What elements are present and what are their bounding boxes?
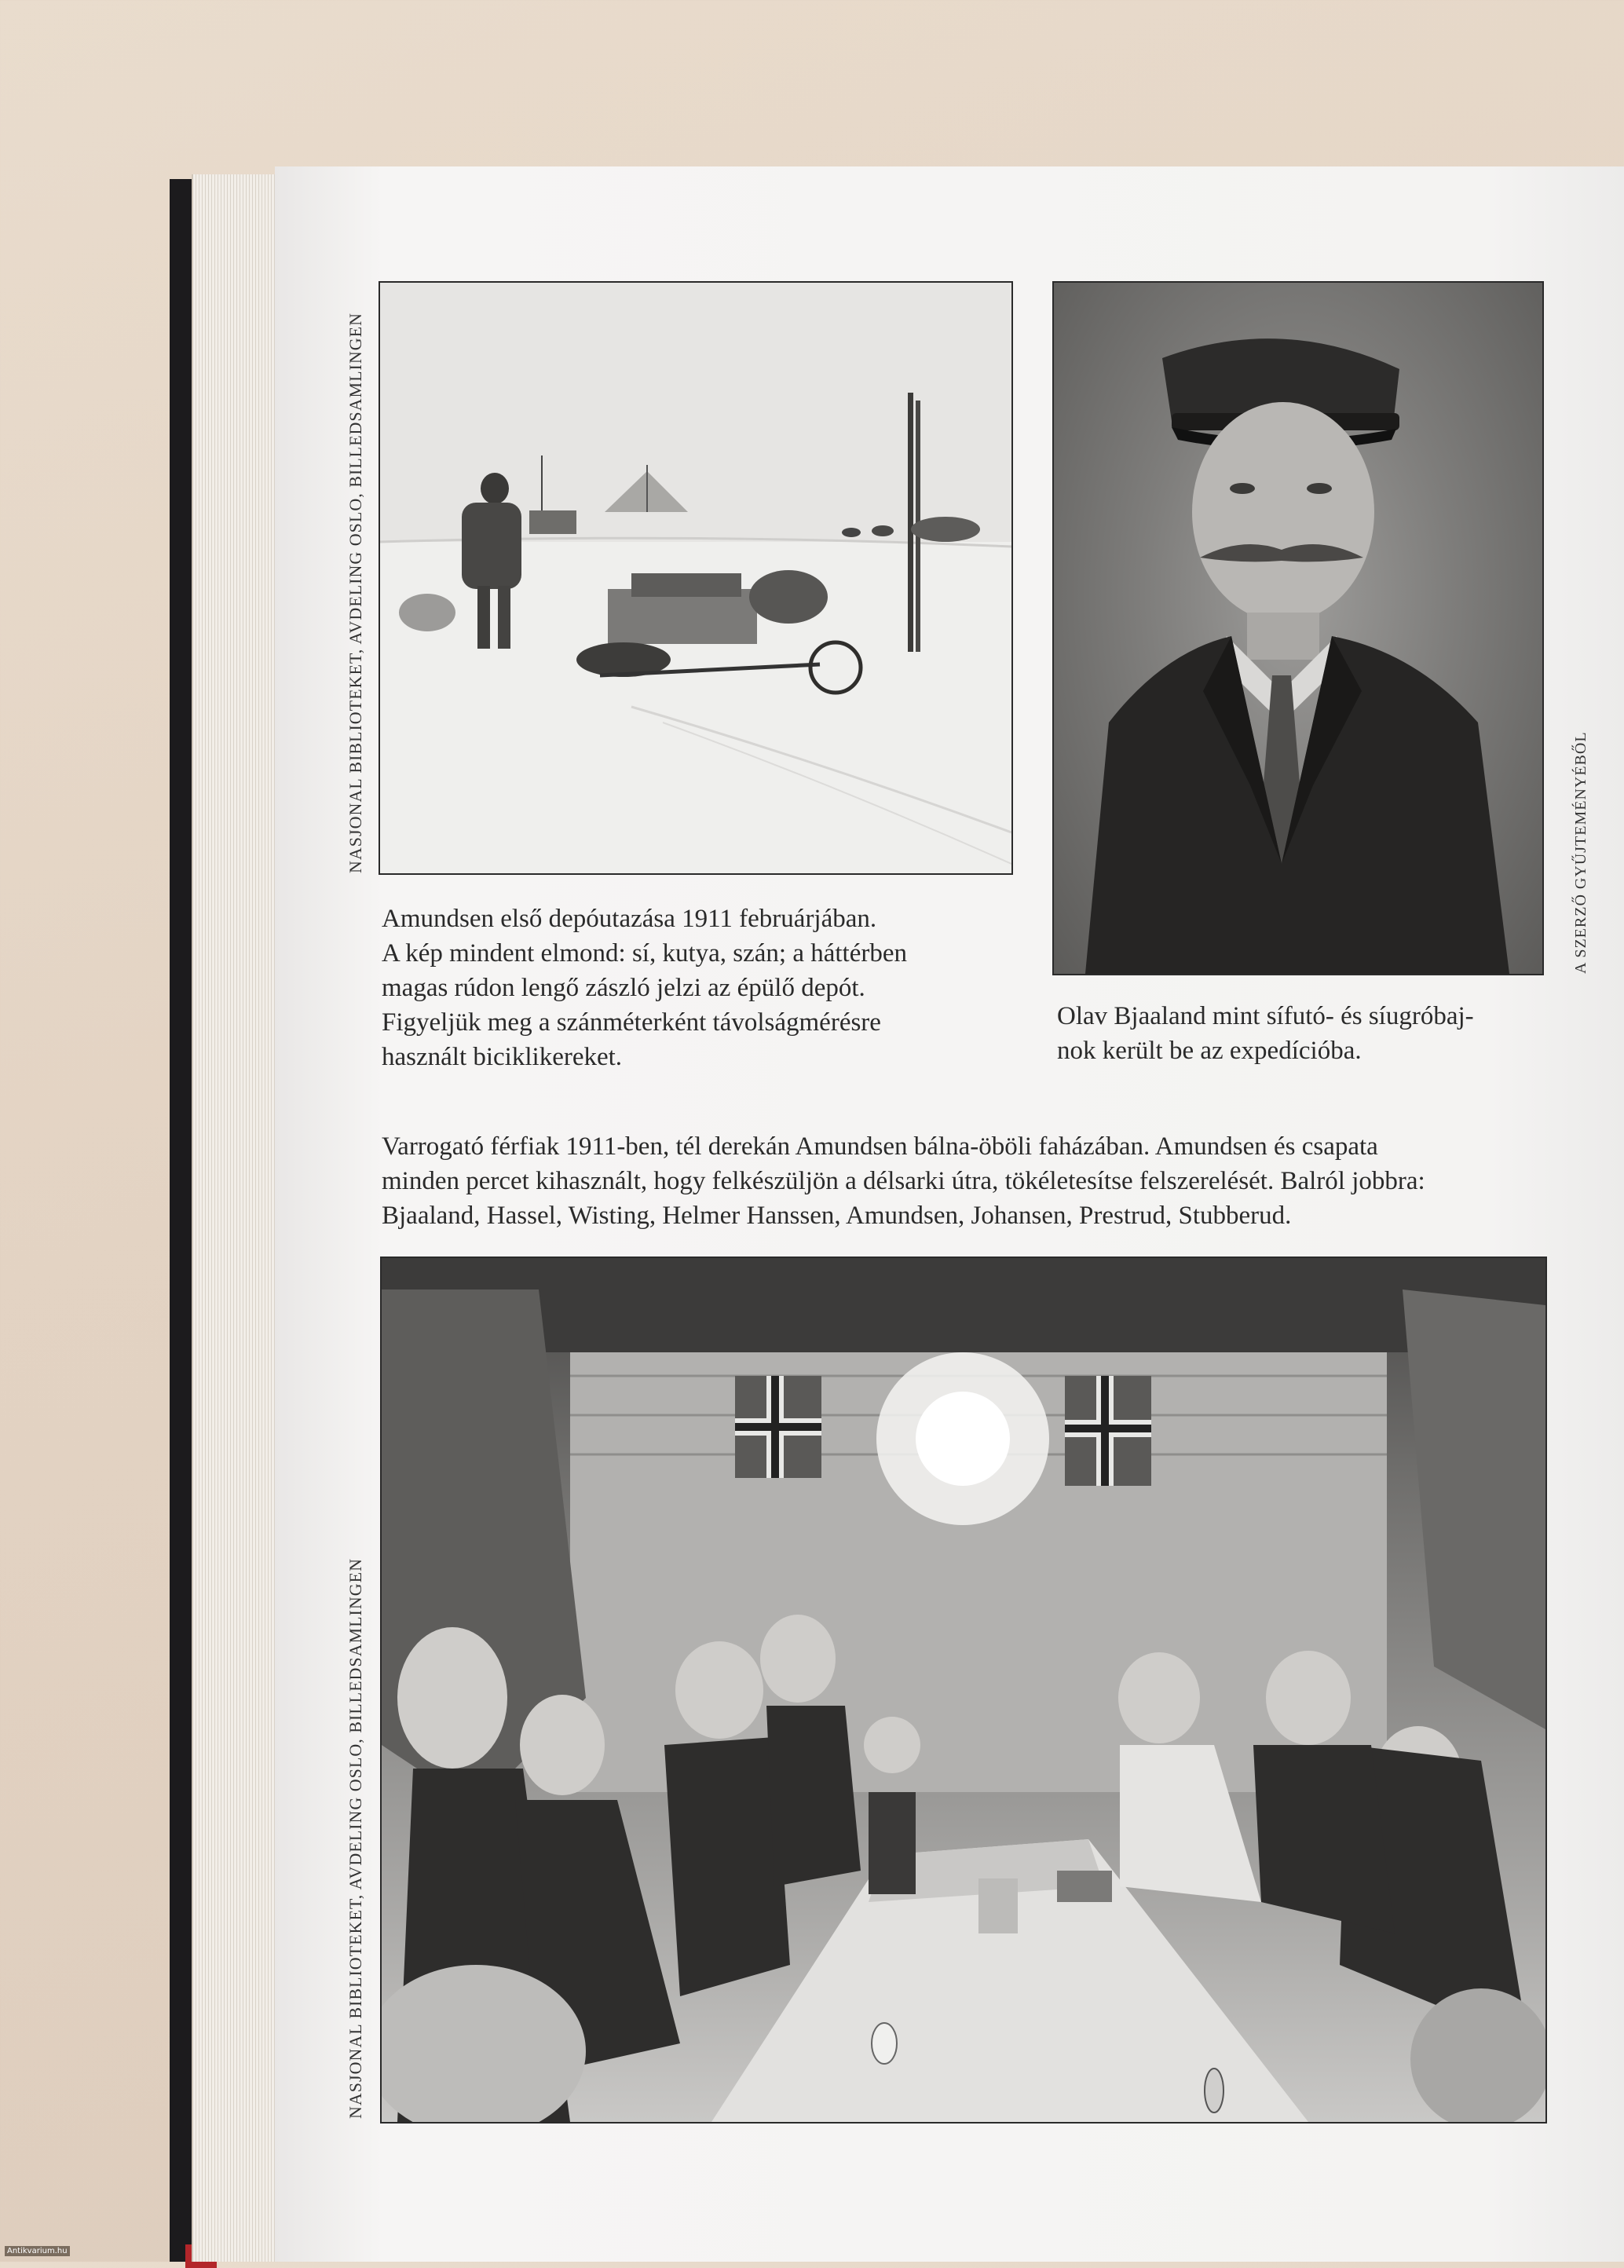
watermark: Antikvarium.hu <box>5 2246 70 2256</box>
caption-line: Bjaaland, Hassel, Wisting, Helmer Hanssen, Amundsen, Johansen, Prestrud, Stubberud. <box>382 1202 1292 1230</box>
caption-line: használt biciklikereket. <box>382 1043 623 1071</box>
photo-portrait-bjaaland <box>1052 281 1544 975</box>
caption-line: minden percet kihasznált, hogy felkészüljön a délsarki útra, tökéletesítse felszerelését. Balról jobbra: <box>382 1167 1425 1195</box>
sledge-scene <box>380 283 1011 873</box>
photo-credit-bottom: NASJONAL BIBLIOTEKET, AVDELING OSLO, BILLEDSAMLINGEN <box>346 1558 365 2119</box>
caption-line: nok került be az expedícióba. <box>1057 1037 1362 1065</box>
caption-line: A kép mindent elmond: sí, kutya, szán; a háttérben <box>382 939 908 968</box>
photo-credit-right: A SZERZŐ GYŰJTEMÉNYÉBŐL <box>1572 731 1589 974</box>
caption-hut-interior <box>382 1129 1544 1233</box>
caption-line: Figyeljük meg a szánméterként távolságmérésre <box>382 1008 881 1037</box>
caption-portrait <box>1057 999 1544 1068</box>
caption-line: Amundsen első depóutazása 1911 februárjában. <box>382 905 877 933</box>
caption-line: Varrogató férfiak 1911-ben, tél derekán Amundsen bálna-öböli faházában. Amundsen és csapata <box>382 1132 1378 1161</box>
hut-scene <box>382 1258 1545 2122</box>
caption-line: magas rúdon lengő zászló jelzi az épülő depót. <box>382 974 865 1002</box>
caption-line: Olav Bjaaland mint sífutó- és síugróbaj- <box>1057 1002 1474 1030</box>
photo-sledge-depot <box>379 281 1013 875</box>
photo-credit-top: NASJONAL BIBLIOTEKET, AVDELING OSLO, BILLEDSAMLINGEN <box>346 313 365 873</box>
caption-sledge-depot <box>382 902 1010 1074</box>
photo-hut-interior <box>380 1257 1547 2124</box>
portrait-figure <box>1054 283 1542 974</box>
